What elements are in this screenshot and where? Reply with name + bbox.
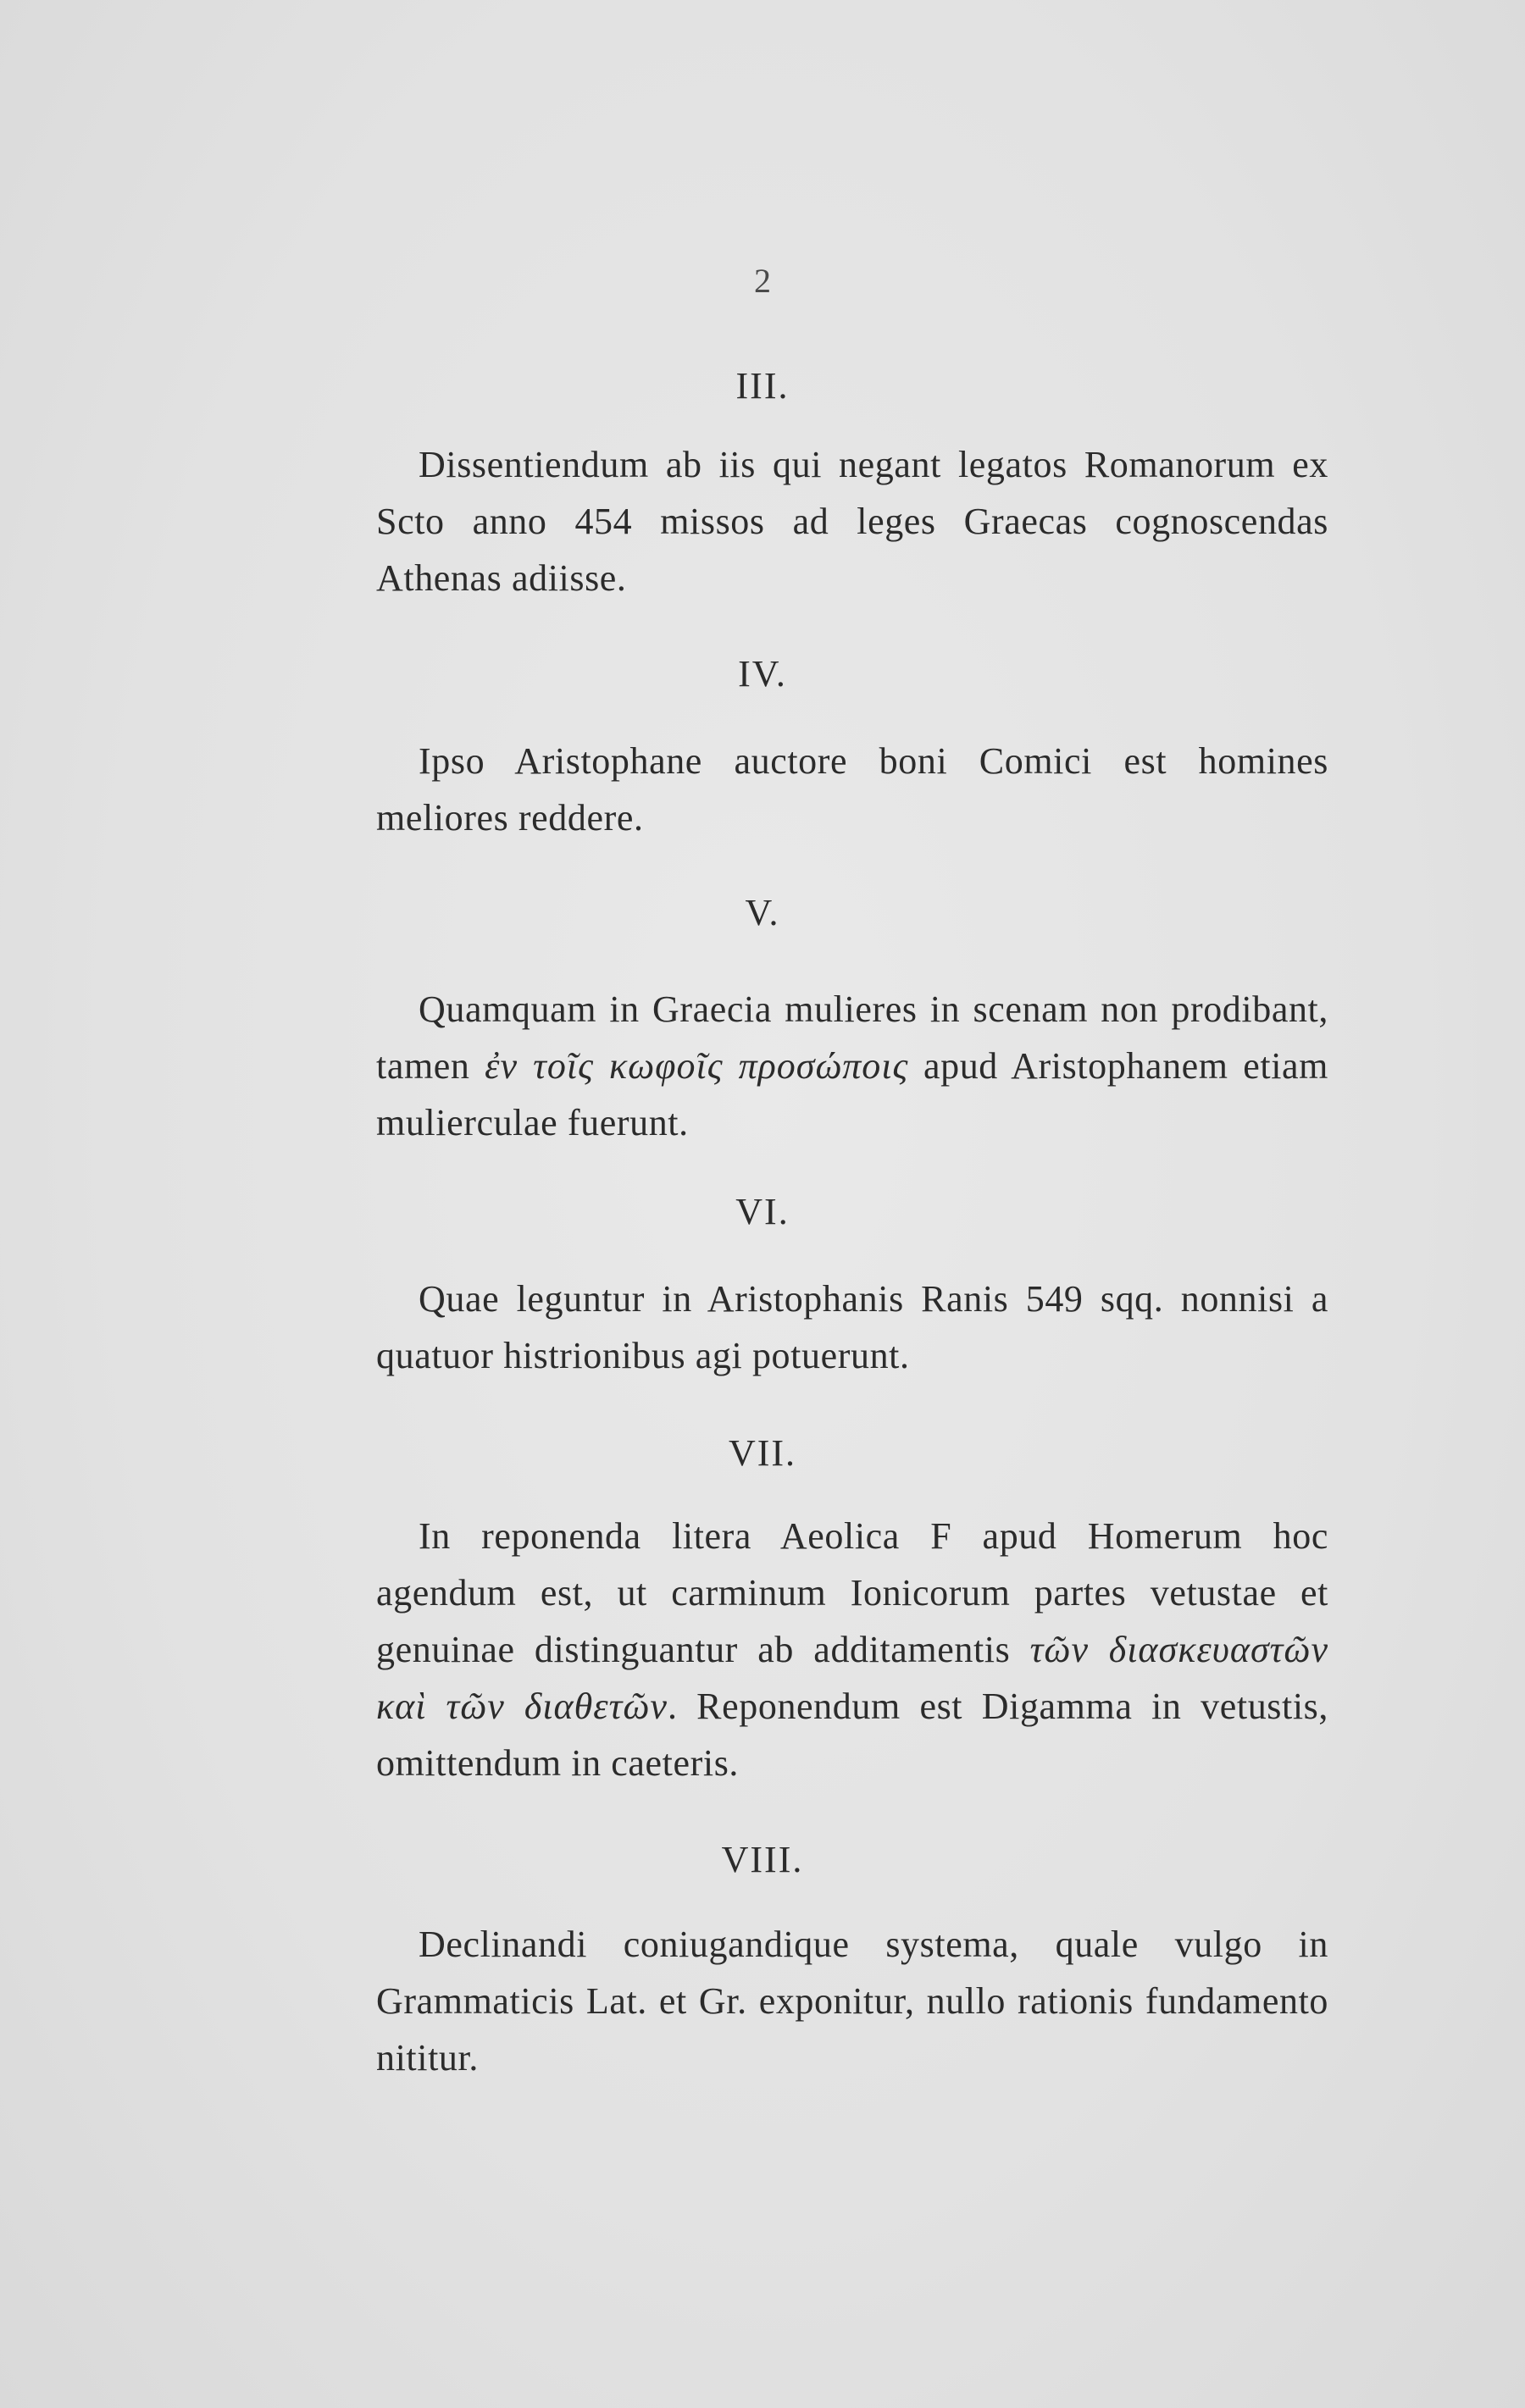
section-7-body-b: . Reponendum est Digamma in vetustis, omittendum in caeteris. xyxy=(376,1686,1329,1784)
section-heading-5: V. xyxy=(745,892,780,933)
section-heading-8: VIII. xyxy=(721,1839,804,1880)
page-number: 2 xyxy=(754,262,771,300)
section-5-greek: ἐν τοῖς κωφοῖς προσώποις xyxy=(485,1045,909,1087)
section-5-text xyxy=(376,981,1328,1151)
section-4-body: Ipso Aristophane auctore boni Comici est homines meliores reddere. xyxy=(376,740,1328,839)
section-8-body: Declinandi coniugandique systema, quale vulgo in Grammaticis Lat. et Gr. exponitur, nullo rationis fundamento nititur. xyxy=(376,1924,1328,2079)
section-7-body-a: In reponenda litera Aeolica F apud Homerum hoc agendum est, ut carminum Ionicorum partes vetustae et genuinae distinguantur ab additamentis xyxy=(376,1515,1328,1670)
section-6-body: Quae leguntur in Aristophanis Ranis 549 sqq. nonnisi a quatuor histrionibus agi potuerunt. xyxy=(376,1278,1328,1376)
section-heading-7: VII. xyxy=(728,1432,797,1474)
section-8-text xyxy=(376,1916,1328,2086)
section-heading-6: VI. xyxy=(735,1191,790,1232)
section-heading-4: IV. xyxy=(738,653,787,695)
section-5-body-b: apud Aristophanem etiam mulierculae fuerunt. xyxy=(376,1045,1329,1143)
section-heading-3: III. xyxy=(735,365,790,407)
section-7-greek: τῶν διασκευαστῶν καὶ τῶν διαθετῶν xyxy=(376,1629,1329,1727)
section-6-text xyxy=(376,1270,1328,1384)
section-3-text xyxy=(376,436,1328,606)
section-3-body: Dissentiendum ab iis qui negant legatos Romanorum ex Scto anno 454 missos ad leges Graecas cognoscendas Athenas adiisse. xyxy=(376,444,1328,599)
section-7-text xyxy=(376,1508,1328,1791)
section-4-text xyxy=(376,733,1328,846)
section-5-body-a: Quamquam in Graecia mulieres in scenam non prodibant, tamen xyxy=(376,988,1328,1087)
